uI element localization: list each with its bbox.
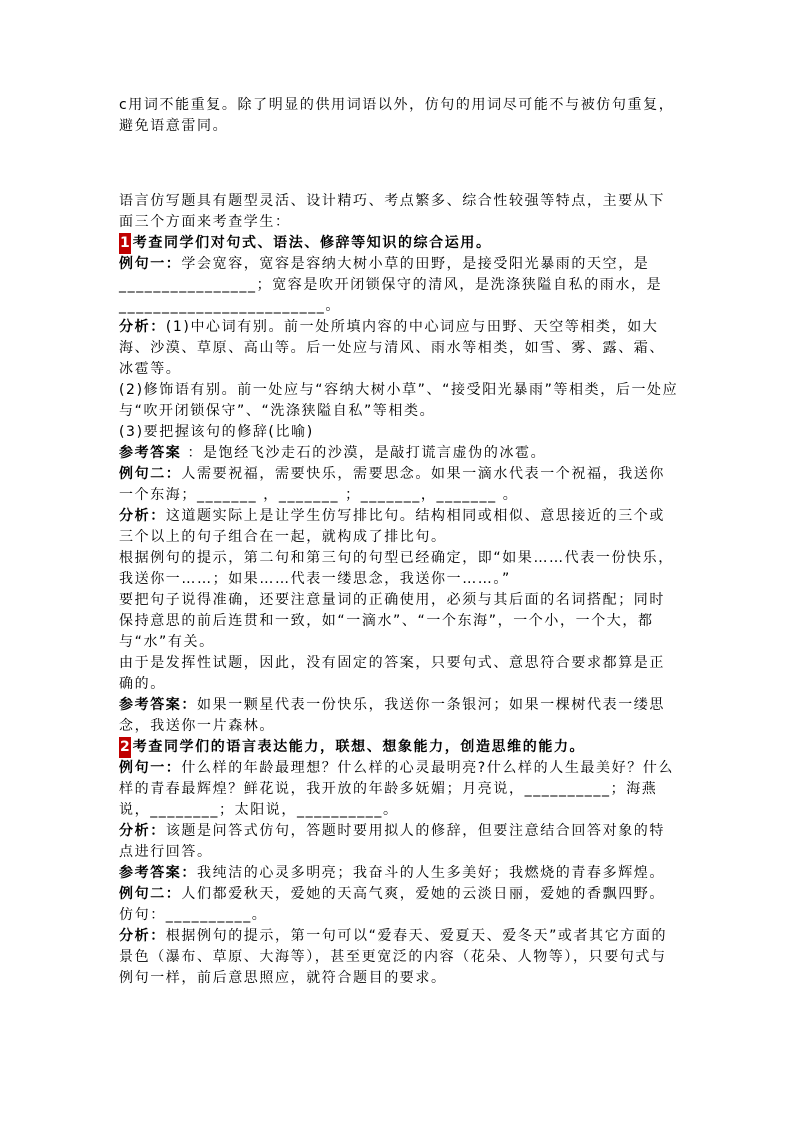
text: 学会宽容，宽容是容纳大树小草的田野，是接受阳光暴雨的天空，是________________；宽容是吹开闭锁保守的清风，是洗涤狭隘自私的雨水，是________________________。 [119, 256, 663, 314]
label: 例句一： [119, 760, 182, 776]
text: ：是饱经飞沙走石的沙漠，是敲打谎言虚伪的冰雹。 [181, 445, 547, 461]
label: 例句二： [119, 466, 182, 482]
label: 例句二： [119, 886, 182, 902]
s2-analysis-2 [119, 926, 679, 989]
label: 分析： [119, 319, 166, 335]
s2-analysis-1 [119, 821, 679, 863]
s2-example-1 [119, 758, 679, 821]
s1-answer-1 [119, 443, 679, 464]
spacer [119, 137, 679, 191]
label: 分析： [119, 823, 166, 839]
label: 分析： [119, 508, 166, 524]
label: 分析： [119, 928, 166, 944]
label: 参考答案： [119, 865, 197, 881]
s1-example-1 [119, 254, 679, 317]
section-2-heading [119, 737, 679, 758]
s1-analysis-1-p3: (3)要把握该句的修辞(比喻) [119, 424, 314, 440]
section-1-title: 考查同学们对句式、语法、修辞等知识的综合运用。 [132, 235, 492, 251]
text: 我纯洁的心灵多明亮；我奋斗的人生多美好；我燃烧的青春多辉煌。 [197, 865, 665, 881]
label: 参考答案 [119, 445, 182, 461]
intro-paragraph-1: c用词不能重复。除了明显的供用词语以外，仿句的用词尽可能不与被仿句重复，避免语意雷同。 [119, 97, 675, 134]
s2-example-2 [119, 884, 679, 926]
text: 这道题实际上是让学生仿写排比句。结构相同或相似、意思接近的三个或三个以上的句子组合在一起，就构成了排比句。 [119, 508, 666, 545]
s1-analysis-1-p2: (2)修饰语有别。前一处应与“容纳大树小草”、“接受阳光暴雨”等相类，后一处应与“吹开闭锁保守”、“洗涤狭隘自私”等相类。 [119, 382, 679, 419]
document-body [119, 95, 679, 989]
text: 什么样的年龄最理想？什么样的心灵最明亮?什么样的人生最美好？什么样的青春最辉煌？鲜花说，我开放的年龄多妩媚；月亮说，__________；海燕说，________；太阳说，__________。 [119, 760, 675, 818]
text: 根据例句的提示，第一句可以“爱春天、爱夏天、爱冬天”或者其它方面的景色（瀑布、草原、大海等），甚至更宽泛的内容（花朵、人物等），只要句式与例句一样，前后意思照应，就符合题目的要求。 [119, 928, 668, 986]
intro-paragraph-2: 语言仿写题具有题型灵活、设计精巧、考点繁多、综合性较强等特点，主要从下面三个方面来考查学生： [119, 193, 665, 230]
section-2-number: 2 [119, 737, 131, 758]
text: 人需要祝福，需要快乐，需要思念。如果一滴水代表一个祝福，我送你一个东海；_______ ，_______ ；_______，_______ 。 [119, 466, 666, 503]
section-1-heading [119, 233, 679, 254]
s1-analysis-1 [119, 317, 679, 380]
section-1-number: 1 [119, 233, 131, 254]
s1-analysis-2-p2: 根据例句的提示，第二句和第三句的句型已经确定，即“如果……代表一份快乐，我送你一……；如果……代表一缕思念，我送你一……。” [119, 550, 674, 587]
label: 参考答案： [119, 697, 197, 713]
s2-answer-1 [119, 863, 679, 884]
s1-answer-2 [119, 695, 679, 737]
s1-example-2 [119, 464, 679, 506]
text: 人们都爱秋天，爱她的天高气爽，爱她的云淡日丽，爱她的香飘四野。仿句：__________。 [119, 886, 666, 923]
text: (1)中心词有别。前一处所填内容的中心词应与田野、天空等相类，如大海、沙漠、草原、高山等。后一处应与清风、雨水等相类，如雪、雾、露、霜、冰雹等。 [119, 319, 665, 377]
text: 该题是问答式仿句，答题时要用拟人的修辞，但要注意结合回答对象的特点进行回答。 [119, 823, 666, 860]
text: 如果一颗星代表一份快乐，我送你一条银河；如果一棵树代表一缕思念，我送你一片森林。 [119, 697, 665, 734]
label: 例句一： [119, 256, 182, 272]
section-2-title: 考查同学们的语言表达能力，联想、想象能力，创造思维的能力。 [132, 739, 586, 755]
s1-analysis-2-p3: 要把句子说得准确，还要注意量词的正确使用，必须与其后面的名词搭配；同时保持意思的前后连贯和一致，如“一滴水”、“一个东海”，一个小，一个大，都与“水”有关。 [119, 592, 665, 650]
s1-analysis-2-p4: 由于是发挥性试题，因此，没有固定的答案，只要句式、意思符合要求都算是正确的。 [119, 655, 665, 692]
s1-analysis-2 [119, 506, 679, 548]
